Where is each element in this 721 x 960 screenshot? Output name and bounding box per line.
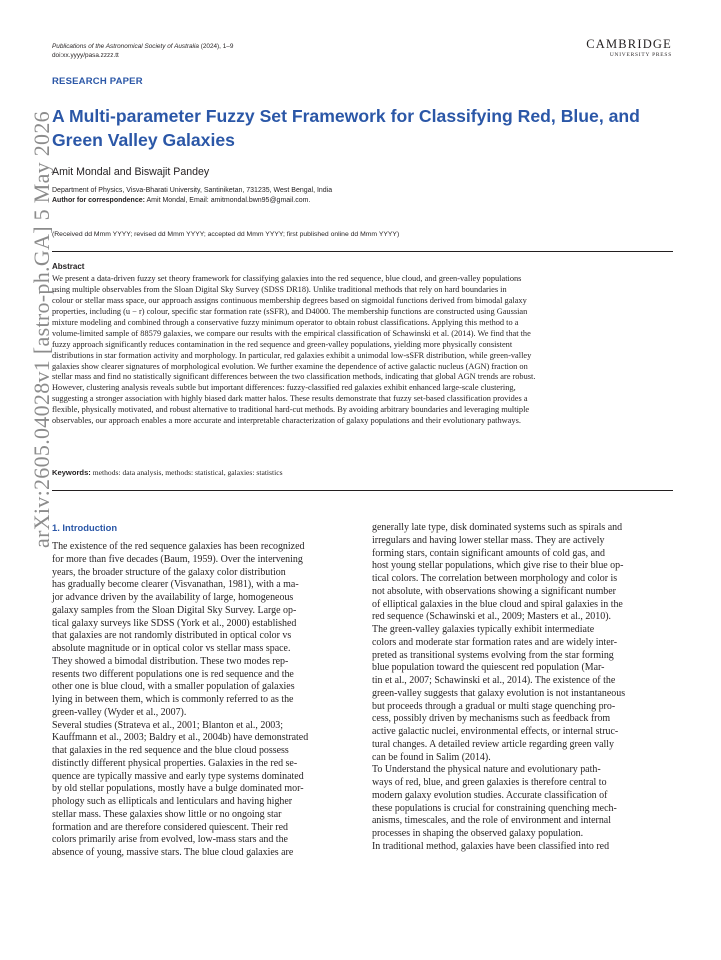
body-text-line: these populations is crucial for constraining quenching mech- (372, 802, 617, 814)
abstract-line: properties, including (u − r) colour, specific star formation rate (sSFR), and D4000. The membership functions are constructed using Gaussian (52, 306, 528, 316)
abstract-line: distributions in star formation activity and morphology. In particular, red galaxies exhibit a unimodal low-sSFR distribution, while green-valley (52, 350, 532, 360)
divider (52, 490, 673, 491)
section-heading: 1. Introduction (52, 522, 118, 533)
body-text-line: host young stellar populations, which give rise to their blue op- (372, 560, 624, 572)
abstract-line: However, clustering analysis reveals subtle but important differences: fuzzy-classified red galaxies exhibit enhanced large-scale clustering, (52, 383, 516, 393)
body-text-line: ways of red, blue, and green galaxies is therefore central to (372, 777, 607, 788)
abstract-line: galaxies show clearer signatures of morphological evolution. We further examine the dependence of active galactic nucleus (AGN) fraction on (52, 361, 528, 371)
keywords (52, 468, 283, 477)
body-text-line: colors and moderate star formation rates and are widely inter- (372, 636, 618, 648)
body-text-line: To Understand the physical nature and evolutionary path- (372, 764, 601, 776)
body-text-line: blue population toward the quiescent red population (Mar- (372, 662, 605, 674)
body-text-line: distinctly different physical properties. Galaxies in the red se- (52, 757, 298, 769)
abstract-line: mixture modeling and combined through a conservative fuzzy minimum operator to obtain robust classifications. Applying this method to a (52, 317, 519, 327)
journal-issue: (2024), 1–9 (198, 43, 234, 50)
body-text-line: absence of young, massive stars. The blue cloud galaxies are (52, 847, 294, 858)
doi[interactable]: doi:xx.yyyy/pasa.zzzz.tt (52, 51, 119, 59)
body-text-line: green-valley (Wyder et al., 2007). (52, 706, 187, 718)
body-text-line: but proceeds through a gradual or multi stage quenching pro- (372, 700, 616, 712)
body-text-line: cess, possibly driven by mechanisms such as feedback from (372, 713, 611, 725)
body-text-line: other one is blue cloud, with a smaller population of galaxies (52, 681, 295, 693)
received-dates: (Received dd Mmm YYYY; revised dd Mmm YYYY; accepted dd Mmm YYYY; first published online dd Mmm YYYY) (52, 231, 400, 238)
body-text-line: active galactic nuclei, environmental effects, or internal struc- (372, 726, 619, 737)
body-text-line: processes in shaping the observed galaxy population. (372, 828, 584, 839)
body-text-line: Several studies (Strateva et al., 2001; Blanton et al., 2003; (52, 719, 283, 731)
abstract-line: volume-limited sample of 88579 galaxies, we compare our results with the empirical classification of Schawinski et al. (2014). We find that the (52, 328, 531, 338)
abstract-line: colour or stellar mass space, our approach assigns continuous membership degrees based on sigmoidal functions derived from bimodal galaxy (52, 295, 527, 305)
abstract (52, 274, 673, 427)
body-text-line: phology such as ellipticals and lenticulars and having higher (52, 796, 293, 807)
body-text-line: preted as transitional systems evolving from the star forming (372, 649, 614, 661)
keywords-list: methods: data analysis, methods: statistical, galaxies: statistics (90, 468, 283, 477)
body-text-line: The green-valley galaxies typically exhibit intermediate (372, 624, 595, 635)
abstract-line: suggesting a stronger association with highly biased dark matter halos. These results demonstrate that fuzzy set-based classification provides a (52, 394, 528, 404)
body-text-line: not absolute, with observations showing a significant number (372, 585, 616, 597)
body-text-line: modern galaxy evolution studies. Accurate classification of (372, 789, 608, 801)
publisher-subname: UNIVERSITY PRESS (609, 52, 672, 58)
body-text-line: red sequence (Schawinski et al., 2009; Masters et al., 2010). (372, 611, 611, 623)
body-text-line: stellar mass. These galaxies show little or no ongoing star (52, 808, 282, 820)
journal-name[interactable]: Publications of the Astronomical Society of Australia (52, 43, 199, 50)
paper-title: A Multi-parameter Fuzzy Set Framework for Classifying Red, Blue, and Green Valley Galaxies (52, 106, 640, 150)
body-text-line: forming stars, contain significant amounts of cold gas, and (372, 547, 605, 559)
body-text-line: generally late type, disk dominated systems such as spirals and (372, 522, 623, 533)
body-text-line: irregulars and having lower stellar mass. They are actively (372, 534, 605, 546)
body-column-left (52, 541, 353, 860)
body-text-line: resents two different populations one is red sequence and the (52, 668, 294, 680)
body-text-line: has gradually become clearer (Visvanathan, 1981), with a ma- (52, 579, 299, 591)
body-text-line: tical galaxy surveys like SDSS (York et al., 2000) established (52, 617, 297, 629)
body-text-line: of elliptical galaxies in the blue cloud and spiral galaxies in the (372, 598, 623, 610)
body-text-line: galaxy samples from the Sloan Digital Sky Survey. Large op- (52, 604, 297, 616)
body-text-line: years, the broader structure of the galaxy color distribution (52, 566, 286, 578)
divider (52, 251, 673, 252)
body-text-line: by old stellar populations, mostly have a bulge dominated mor- (52, 783, 304, 795)
affiliation: Department of Physics, Visva-Bharati University, Santiniketan, 731235, West Bengal, India (52, 187, 333, 194)
publisher-name: CAMBRIDGE (586, 37, 672, 51)
authors: Amit Mondal and Biswajit Pandey (52, 166, 210, 178)
abstract-line: using multiple observables from the Sloan Digital Sky Survey (SDSS DR18). Unlike traditional methods that rely on hard boundaries in (52, 284, 507, 294)
body-text-line: formation and are therefore considered quiescent. Their red (52, 821, 289, 833)
body-column-right (372, 522, 673, 854)
body-text-line: tical colors. The correlation between morphology and color is (372, 573, 618, 584)
abstract-line: stellar mass and find no statistically significant differences between the two classification methods, indicating that global AGN trends are robust. (52, 372, 536, 382)
correspondence: Amit Mondal, Email: amitmondal.bwn95@gmail.com. (144, 196, 311, 204)
abstract-line: We present a data-driven fuzzy set theory framework for classifying galaxies into the red sequence, blue cloud, and green-valley populations (52, 274, 522, 283)
body-text-line: that galaxies are not randomly distributed in optical color vs (52, 630, 292, 642)
abstract-line: observables, our approach enables a more accurate and interpretable characterization of galaxy populations and their evolutionary pathways. (52, 416, 521, 426)
body-text-line: anisms, timescales, and the role of environment and internal (372, 815, 611, 827)
body-text-line: tural changes. A detailed review article regarding green vally (372, 738, 614, 750)
body-text-line: can be found in Salim (2014). (372, 751, 491, 763)
journal-info (52, 43, 233, 60)
paper-type: RESEARCH PAPER (52, 76, 143, 87)
body-text-line: quence are typically massive and early type systems dominated (52, 770, 304, 782)
body-text-line: that galaxies in the red sequence and the blue cloud possess (52, 745, 289, 756)
keywords-label: Keywords: (52, 468, 91, 477)
correspondence-label: Author for correspondence: (52, 196, 145, 204)
abstract-line: fuzzy approach significantly reduces contamination in the red sequence and green-valley populations, yielding more physically consistent (52, 339, 513, 349)
body-text-line: absolute magnitude or in optical color vs stellar mass space. (52, 643, 291, 654)
body-text-line: lying in between them, which is commonly referred to as the (52, 694, 294, 705)
body-text-line: In traditional method, galaxies have been classified into red (372, 840, 610, 852)
body-text-line: for more than five decades (Baum, 1959). Over the intervening (52, 553, 303, 565)
body-text-line: green-valley suggests that galaxy evolution is not instantaneous (372, 687, 626, 699)
body-text-line: Kauffmann et al., 2003; Baldry et al., 2004b) have demonstrated (52, 732, 309, 744)
body-text-line: tin et al., 2007; Schawinski et al., 2014). The existence of the (372, 675, 616, 686)
abstract-line: flexible, physically motivated, and robust alternative to traditional hard-cut methods. By avoiding arbitrary boundaries and leveraging multiple (52, 405, 530, 415)
body-text-line: The existence of the red sequence galaxies has been recognized (52, 541, 305, 552)
body-text-line: colors primarily arise from evolved, low-mass stars and the (52, 834, 288, 846)
arxiv-stamp: arXiv:2605.04028v1 [astro-ph.GA] 5 May 2026 (29, 111, 54, 548)
body-text-line: jor advance driven by the availability of large, homogeneous (52, 592, 294, 603)
body-text-line: They showed a bimodal distribution. These two modes rep- (52, 655, 289, 667)
abstract-heading: Abstract (52, 262, 85, 271)
affiliation-block (52, 186, 332, 205)
publisher-logo (562, 38, 672, 59)
